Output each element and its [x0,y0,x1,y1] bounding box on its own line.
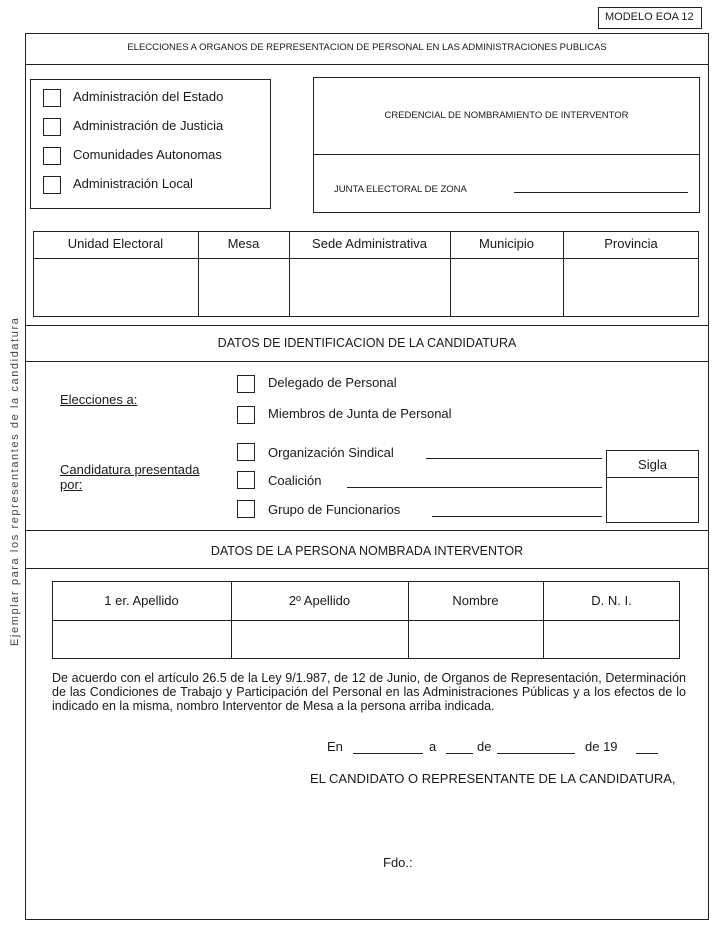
legal-text: De acuerdo con el artículo 26.5 de la Ley 9/1.987, de 12 de Junio, de Organos de Representación, Determinación de las Condiciones de Trabajo y Participación del Personal en las Administraciones Públicas y a los efectos de lo indicado en la misma, nombro Interventor de Mesa a la persona arriba indicada. [52,671,686,713]
header-provincia: Provincia [604,236,658,251]
cell-provincia[interactable] [564,259,699,316]
form-title: ELECCIONES A ORGANOS DE REPRESENTACION DE PERSONAL EN LAS ADMINISTRACIONES PUBLICAS [127,42,607,53]
junta-input-line[interactable] [514,192,688,193]
header-municipio: Municipio [479,236,534,251]
sigla-label: Sigla [638,457,667,472]
header-segundo-apellido: 2º Apellido [288,593,351,608]
elecciones-option-label: Miembros de Junta de Personal [268,406,452,421]
signature-title: EL CANDIDATO O REPRESENTANTE DE LA CANDIDATURA, [310,771,676,786]
section-divider [25,568,709,569]
signature-area[interactable] [300,790,700,910]
date-place-line[interactable] [353,753,423,754]
checkbox-administracion-justicia[interactable] [43,118,61,136]
sigla-input[interactable] [607,478,698,522]
section-candidatura-title: DATOS DE IDENTIFICACION DE LA CANDIDATURA [217,336,517,350]
date-en-label: En [327,739,343,754]
checkbox-comunidades-autonomas[interactable] [43,147,61,165]
section-persona-title: DATOS DE LA PERSONA NOMBRADA INTERVENTOR [210,544,524,558]
elecciones-label: Elecciones a: [60,392,138,407]
date-month-line[interactable] [497,753,575,754]
candidatura-label-por: por: [60,477,83,492]
candidatura-option-label: Grupo de Funcionarios [268,502,401,517]
admin-option-label: Administración de Justicia [73,118,224,133]
cell-unidad-electoral[interactable] [34,259,198,316]
checkbox-delegado-personal[interactable] [237,375,255,393]
cell-nombre[interactable] [409,621,543,658]
title-divider [25,64,709,65]
fdo-label: Fdo.: [383,855,413,870]
organizacion-input-line[interactable] [426,458,602,459]
cell-segundo-apellido[interactable] [232,621,408,658]
cell-dni[interactable] [544,621,680,658]
model-badge [598,7,702,29]
candidatura-label: Candidatura presentada [60,462,200,477]
elecciones-option-label: Delegado de Personal [268,375,397,390]
cell-mesa[interactable] [199,259,289,316]
date-year-line[interactable] [636,753,658,754]
date-de-label: de [477,739,492,754]
checkbox-miembros-junta[interactable] [237,406,255,424]
candidatura-option-label: Coalición [268,473,322,488]
date-day-line[interactable] [446,753,473,754]
checkbox-administracion-local[interactable] [43,176,61,194]
grupo-input-line[interactable] [432,516,602,517]
admin-option-label: Comunidades Autonomas [73,147,222,162]
header-primer-apellido: 1 er. Apellido [104,593,179,608]
admin-option-label: Administración Local [73,176,193,191]
model-badge-text: MODELO EOA 12 [605,11,694,23]
credential-divider [313,154,700,155]
cell-municipio[interactable] [451,259,563,316]
cell-primer-apellido[interactable] [53,621,231,658]
cell-sede-administrativa[interactable] [290,259,450,316]
side-text: Ejemplar para los representantes de la candidatura [9,316,21,646]
date-year-label: de 19 [585,739,618,754]
header-mesa: Mesa [227,236,260,251]
header-nombre: Nombre [452,593,499,608]
credential-title: CREDENCIAL DE NOMBRAMIENTO DE INTERVENTOR [384,110,629,121]
checkbox-administracion-estado[interactable] [43,89,61,107]
date-a-label: a [429,739,437,754]
section-divider [25,325,709,326]
header-dni: D. N. I. [591,593,632,608]
section-divider [25,530,709,531]
section-divider [25,361,709,362]
checkbox-organizacion-sindical[interactable] [237,443,255,461]
header-sede-administrativa: Sede Administrativa [312,236,427,251]
junta-label: JUNTA ELECTORAL DE ZONA [334,184,467,195]
checkbox-grupo-funcionarios[interactable] [237,500,255,518]
header-unidad-electoral: Unidad Electoral [67,236,164,251]
candidatura-option-label: Organización Sindical [268,445,394,460]
coalicion-input-line[interactable] [347,487,602,488]
checkbox-coalicion[interactable] [237,471,255,489]
admin-option-label: Administración del Estado [73,89,224,104]
